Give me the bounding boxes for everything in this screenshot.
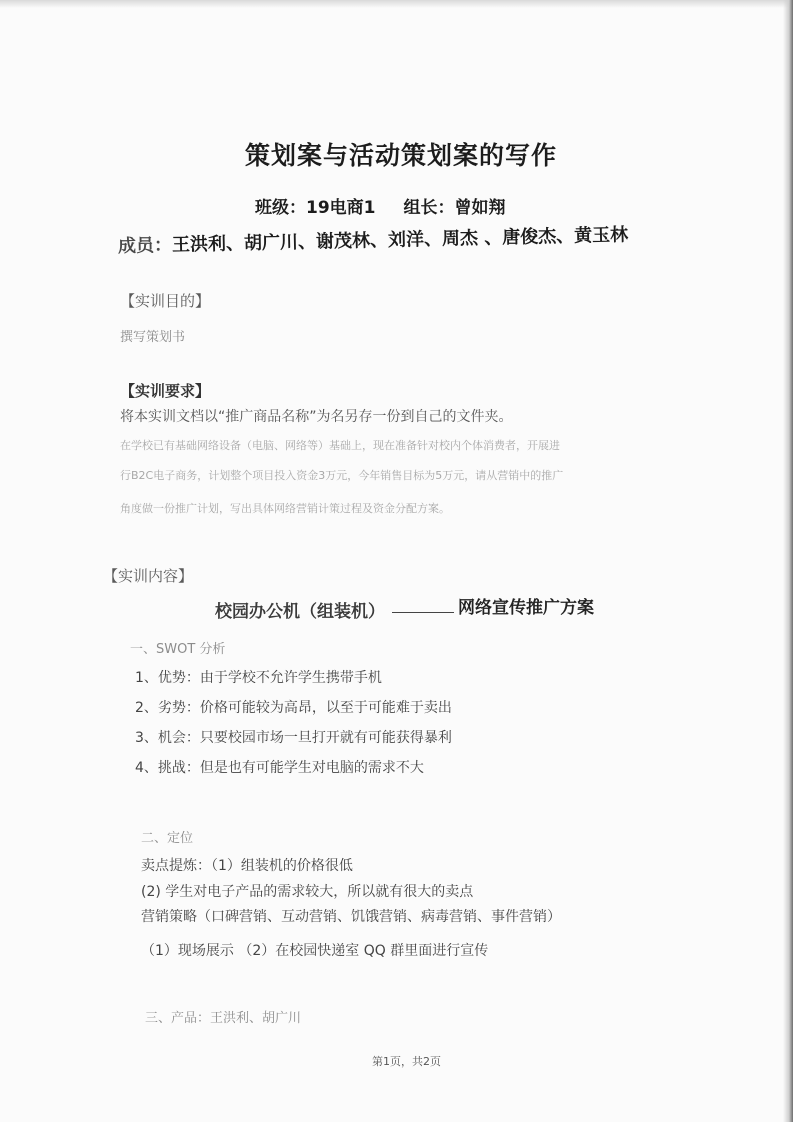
scan-shadow-top bbox=[0, 0, 793, 8]
requirement-line-1: 将本实训文档以“推广商品名称”为名另存一份到自己的文件夹。 bbox=[120, 409, 513, 425]
content-heading: 【实训内容】 bbox=[103, 567, 194, 585]
document-title: 策划案与活动策划案的写作 bbox=[245, 141, 558, 170]
requirement-line-2: 在学校已有基础网络设备（电脑、网络等）基础上，现在准备针对校内个体消费者，开展进 bbox=[120, 439, 560, 452]
requirement-heading: 【实训要求】 bbox=[120, 382, 211, 400]
plan-product: 校园办公机（组装机） bbox=[215, 602, 385, 622]
purpose-heading: 【实训目的】 bbox=[120, 292, 211, 310]
positioning-heading: 二、定位 bbox=[141, 831, 194, 846]
leader-label: 组长：曾如翔 bbox=[403, 198, 506, 218]
positioning-line-3: 营销策略（口碑营销、互动营销、饥饿营销、病毒营销、事件营销） bbox=[141, 909, 561, 925]
swot-item-2: 2、劣势：价格可能较为高昂，以至于可能难于卖出 bbox=[135, 700, 452, 716]
plan-underline bbox=[392, 612, 454, 613]
requirement-line-3: 行B2C电子商务，计划整个项目投入资金3万元，今年销售目标为5万元，请从营销中的推广 bbox=[120, 469, 564, 482]
requirement-line-4: 角度做一份推广计划，写出具体网络营销计策过程及资金分配方案。 bbox=[120, 502, 450, 515]
swot-item-3: 3、机会：只要校园市场一旦打开就有可能获得暴利 bbox=[135, 730, 452, 746]
plan-suffix: 网络宣传推广方案 bbox=[458, 598, 594, 618]
page-footer: 第1页，共2页 bbox=[372, 1055, 441, 1068]
swot-item-4: 4、挑战：但是也有可能学生对电脑的需求不大 bbox=[135, 760, 424, 776]
scan-shadow-right bbox=[783, 0, 793, 1122]
positioning-line-2: (2) 学生对电子产品的需求较大，所以就有很大的卖点 bbox=[141, 884, 474, 900]
purpose-text: 撰写策划书 bbox=[120, 330, 186, 345]
positioning-line-1: 卖点提炼：（1）组装机的价格很低 bbox=[141, 858, 353, 874]
class-label: 班级：19电商1 bbox=[255, 198, 376, 218]
class-info bbox=[255, 193, 506, 218]
swot-heading: 一、SWOT 分析 bbox=[130, 642, 226, 657]
members-line bbox=[118, 220, 629, 258]
swot-item-1: 1、优势：由于学校不允许学生携带手机 bbox=[135, 670, 382, 686]
members-names: 王洪利、胡广川、谢茂林、刘洋、周杰 、唐俊杰、黄玉林 bbox=[171, 224, 629, 256]
members-label: 成员： bbox=[117, 234, 173, 257]
positioning-line-4: （1）现场展示 （2）在校园快递室 QQ 群里面进行宣传 bbox=[141, 943, 489, 959]
product-section: 三、产品：王洪利、胡广川 bbox=[145, 1011, 302, 1026]
